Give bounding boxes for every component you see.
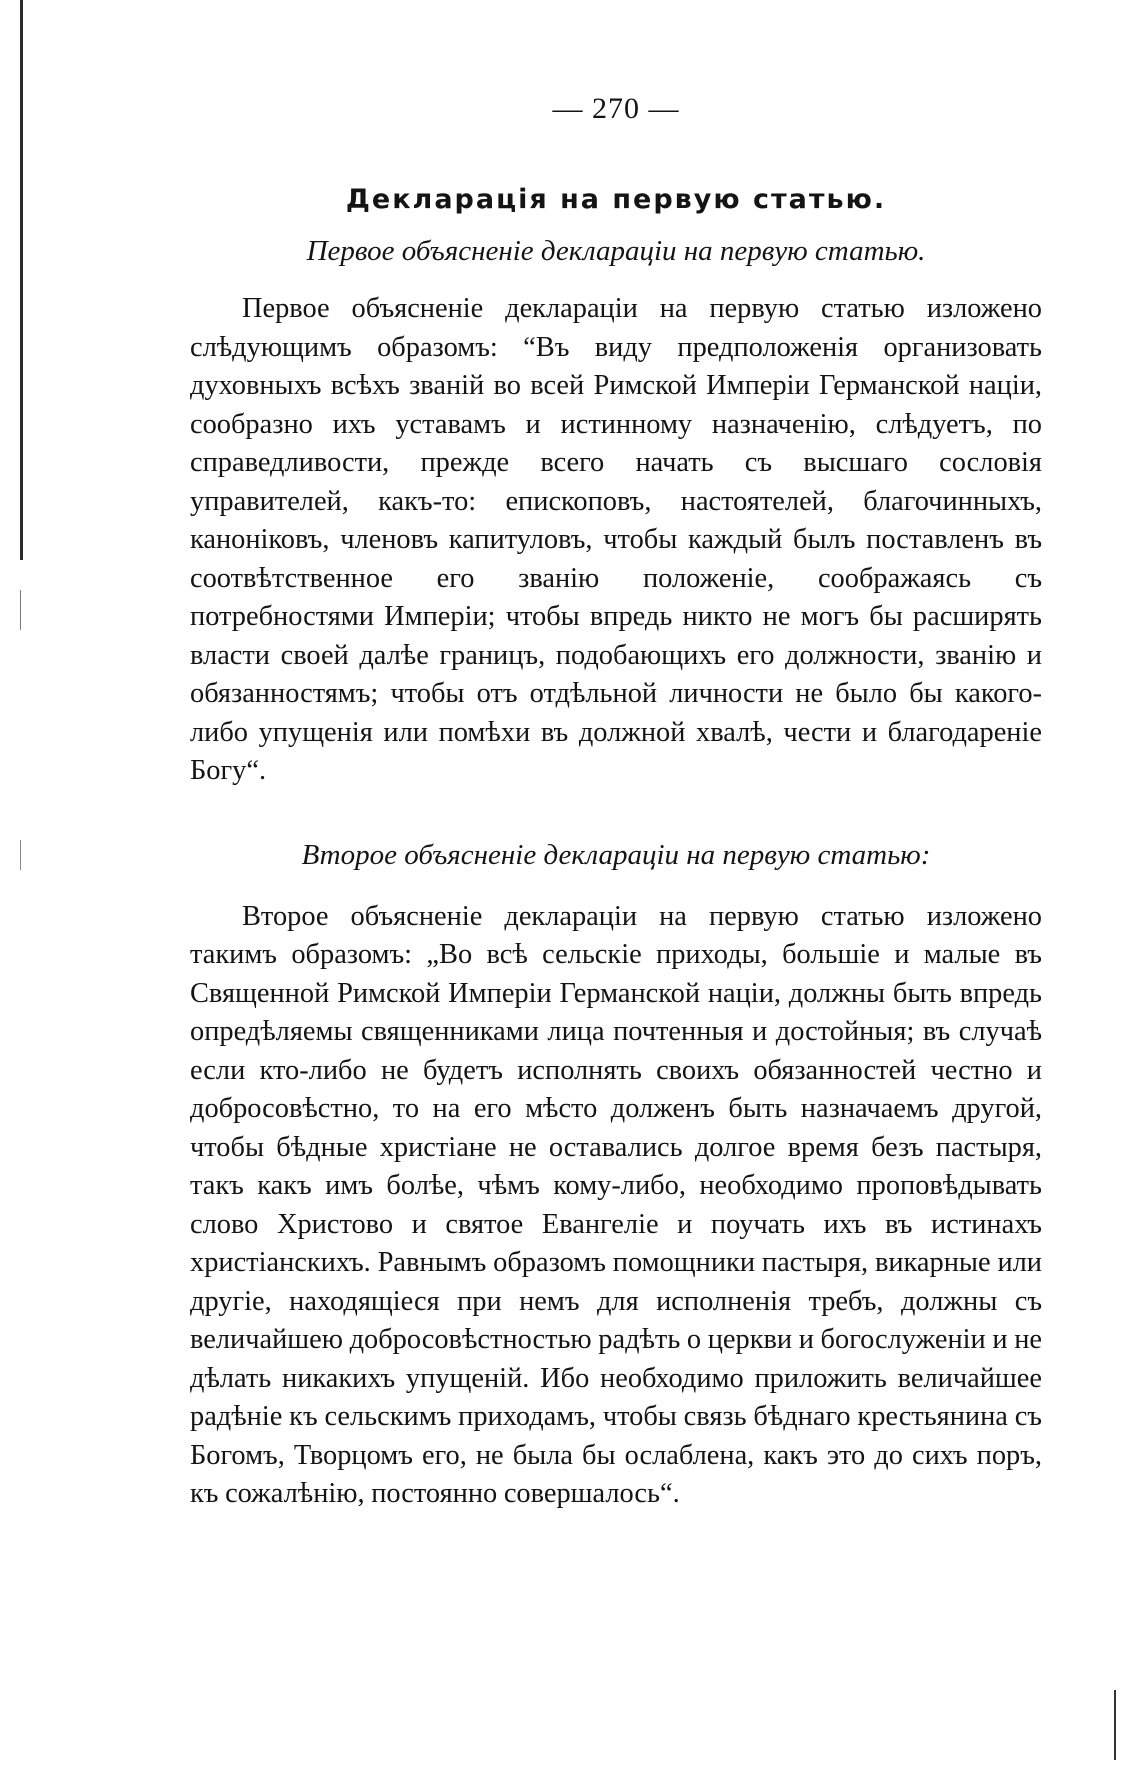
section-2-paragraph: Второе объясненіе деклараціи на первую статью изложено такимъ образомъ: „Во всѣ сельскіе приходы, большіе и малые въ Священной Римской Имперіи Германской націи, должны быть впредь опредѣляемы священниками лица почтенныя и достойныя; въ случаѣ если кто-либо не будетъ исполнять своихъ обязанностей честно и добросовѣстно, то на его мѣсто долженъ быть назначаемъ другой, чтобы бѣдные христіане не оставались долгое время безъ пастыря, такъ какъ имъ болѣе, чѣмъ кому-либо, необходимо проповѣдывать слово Христово и святое Евангеліе и поучать ихъ въ истинахъ христіанскихъ. Равнымъ образомъ помощники пастыря, викарные или другіе, находящіеся при немъ для исполненія требъ, должны съ величайшею добросовѣстностью радѣть о церкви и богослуженіи и не дѣлать никакихъ упущеній. Ибо необходимо приложить величайшее радѣніе къ сельскимъ приходамъ, чтобы связь бѣднаго крестьянина съ Богомъ, Творцомъ его, не была бы ослаблена, какъ это до сихъ поръ, къ сожалѣнію, постоянно совершалось“.	[190, 900, 1042, 1509]
section-1-paragraph: Первое объясненіе деклараціи на первую статью изложено слѣдующимъ образомъ: “Въ виду предположенія организовать духовныхъ всѣхъ званій во всей Римской Имперіи Германской націи, сообразно ихъ уставамъ и истинному назначенію, слѣдуетъ, по справедливости, прежде всего начать съ высшаго сословія управителей, какъ-то: епископовъ, настоятелей, благочинныхъ, каноніковъ, членовъ капитуловъ, чтобы каждый былъ поставленъ въ соотвѣтственное его званію положеніе, соображаясь съ потребностями Имперіи; чтобы впредь никто не могъ бы расширять власти своей далѣе границъ, подобающихъ его должности, званію и обязанностямъ; чтобы отъ отдѣльной личности не было бы какого-либо упущенія или помѣхи въ должной хвалѣ, чести и благодареніе Богу“.	[190, 293, 1042, 786]
scan-border-left	[20, 0, 23, 560]
section-2-title: Второе объясненіе деклараціи на первую статью:	[301, 838, 931, 871]
page-heading: Декларація на первую статью.	[345, 184, 887, 215]
page-number: — 270 —	[552, 92, 680, 125]
scan-border-right	[1114, 1690, 1116, 1760]
scan-border-mark	[20, 840, 21, 870]
book-page	[190, 92, 1042, 1514]
section-1-title: Первое объясненіе деклараціи на первую статью.	[306, 235, 926, 267]
scan-border-mark	[20, 590, 21, 630]
